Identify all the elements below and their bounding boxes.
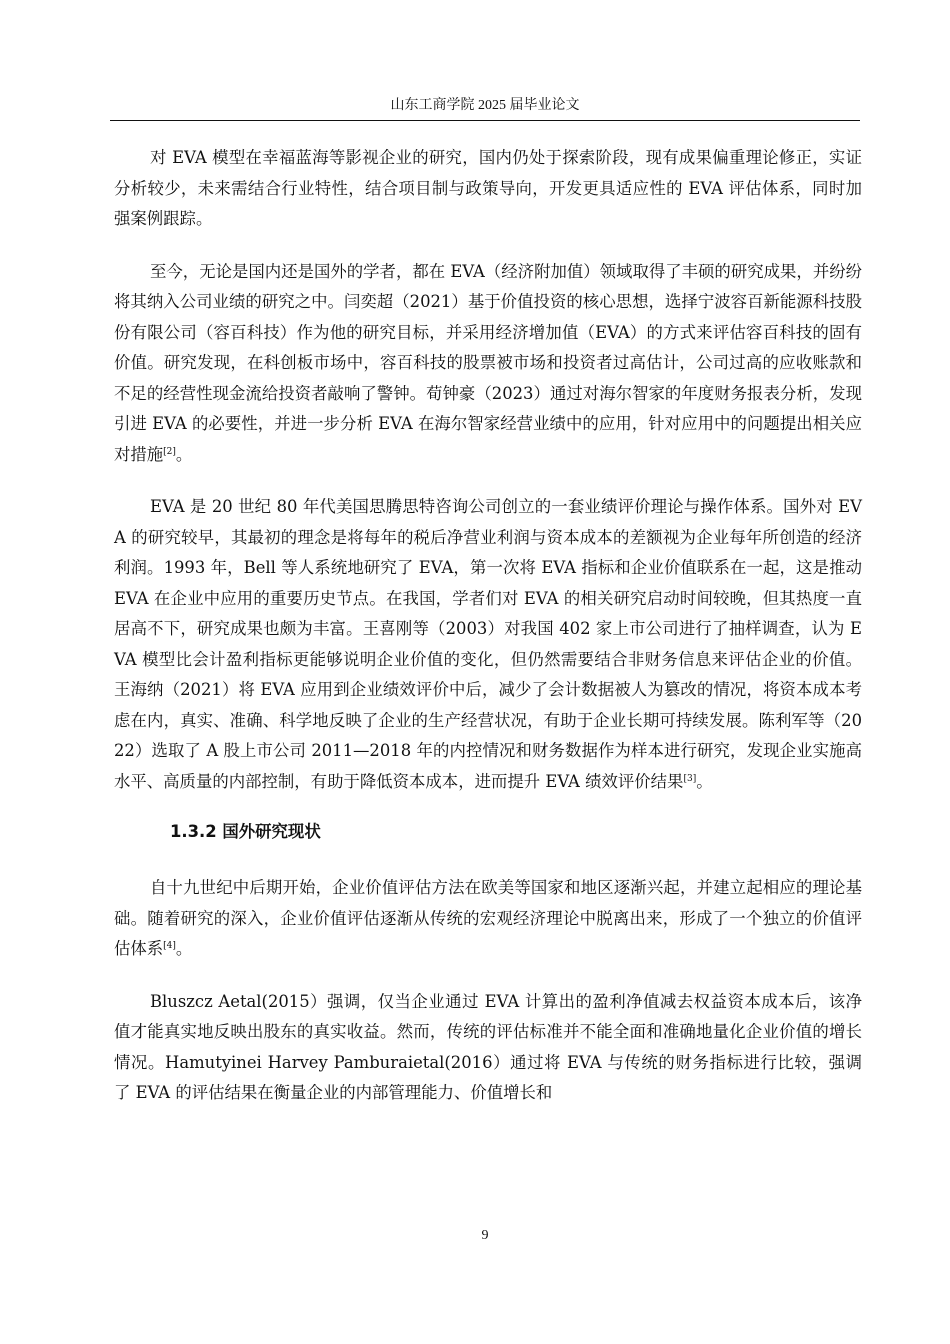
paragraph-1 (114, 143, 862, 235)
paragraph-4-text: 自十九世纪中后期开始，企业价值评估方法在欧美等国家和地区逐渐兴起，并建立起相应的理论基础。随着研究的深入，企业价值评估逐渐从传统的宏观经济理论中脱离出来，形成了一个独立的价值评估体系 (114, 878, 862, 958)
page-header: 山东工商学院 2025 届毕业论文 (390, 98, 580, 113)
paragraph-3-text: EVA 是 20 世纪 80 年代美国思腾思特咨询公司创立的一套业绩评价理论与操作体系。国外对 EVA 的研究较早，其最初的理念是将每年的税后净营业利润与资本成本的差额视为企业每年所创造的经济利润。1993 年，Bell 等人系统地研究了 EVA，第一次将 EVA 指标和企业价值联系在一起，这是推动 EVA 在企业中应用的重要历史节点。在我国，学者们对 EVA 的相关研究启动时间较晚，但其热度一直居高不下，研究成果也颇为丰富。王喜刚等（2003）对我国 402 家上市公司进行了抽样调查，认为 EVA 模型比会计盈利指标更能够说明企业价值的变化，但仍然需要结合非财务信息来评估企业的价值。王海纳（2021）将 EVA 应用到企业绩效评价中后，减少了会计数据被人为篡改的情况，将资本成本考虑在内，真实、准确、科学地反映了企业的生产经营状况，有助于企业长期可持续发展。陈利军等（2022）选取了 A 股上市公司 2011—2018 年的内控情况和财务数据作为样本进行研究，发现企业实施高水平、高质量的内部控制，有助于降低资本成本，进而提升 EVA 绩效评价结果 (114, 497, 862, 791)
citation-3: [3] (683, 773, 697, 784)
paragraph-4 (114, 873, 862, 965)
paragraph-5-text: Bluszcz Aetal(2015）强调，仅当企业通过 EVA 计算出的盈利净值减去权益资本成本后，该净值才能真实地反映出股东的真实收益。然而，传统的评估标准并不能全面和准确地量化企业价值的增长情况。Hamutyinei Harvey Pamburaietal(2016）通过将 EVA 与传统的财务指标进行比较，强调了 EVA 的评估结果在衡量企业的内部管理能力、价值增长和 (114, 991, 862, 1102)
citation-2: [2] (163, 446, 176, 457)
page-number: 9 (481, 1228, 489, 1243)
paragraph-3 (114, 492, 862, 797)
section-heading: 1.3.2 国外研究现状 (170, 822, 321, 841)
paragraph-4-tail: 。 (175, 939, 193, 958)
paragraph-2 (114, 257, 862, 471)
paragraph-2-text: 至今，无论是国内还是国外的学者，都在 EVA（经济附加值）领域取得了丰硕的研究成果，并纷纷将其纳入公司业绩的研究之中。闫奕超（2021）基于价值投资的核心思想，选择宁波容百新能源科技股份有限公司（容百科技）作为他的研究目标，并采用经济增加值（EVA）的方式来评估容百科技的固有价值。研究发现，在科创板市场中，容百科技的股票被市场和投资者过高估计，公司过高的应收账款和不足的经营性现金流给投资者敲响了警钟。荀钟豪（2023）通过对海尔智家的年度财务报表分析，发现引进 EVA 的必要性，并进一步分析 EVA 在海尔智家经营业绩中的应用，针对应用中的问题提出相关应对措施 (114, 261, 862, 464)
paragraph-5 (114, 987, 862, 1109)
body-text (114, 143, 862, 1131)
paragraph-1-text: 对 EVA 模型在幸福蓝海等影视企业的研究，国内仍处于探索阶段，现有成果偏重理论修正，实证分析较少，未来需结合行业特性，结合项目制与政策导向，开发更具适应性的 EVA 评估体系，同时加强案例跟踪。 (114, 148, 862, 228)
paragraph-2-tail: 。 (175, 444, 193, 464)
header-rule (110, 120, 860, 121)
paragraph-3-tail: 。 (696, 771, 713, 791)
citation-4: [4] (163, 941, 176, 951)
